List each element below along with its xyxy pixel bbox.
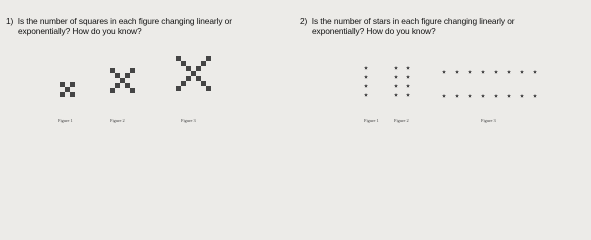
- star-icon: [364, 75, 368, 79]
- square-pattern-figure-3: [176, 56, 212, 92]
- star-pattern-figure-2: [384, 63, 434, 103]
- star-icon: [394, 66, 398, 70]
- problem-1-figure-1-caption: Figure 1: [58, 118, 73, 123]
- star-icon: [406, 66, 410, 70]
- square: [65, 87, 70, 92]
- square: [201, 61, 206, 66]
- square: [186, 66, 191, 71]
- square: [70, 92, 75, 97]
- star-icon: [507, 94, 511, 98]
- problem-1-figure-2-caption: Figure 2: [110, 118, 125, 123]
- square: [125, 73, 130, 78]
- square: [130, 68, 135, 73]
- square: [125, 83, 130, 88]
- square: [60, 92, 65, 97]
- problem-1-figure-3-caption: Figure 3: [181, 118, 196, 123]
- star-icon: [494, 94, 498, 98]
- square: [186, 76, 191, 81]
- square: [196, 66, 201, 71]
- star-icon: [442, 94, 446, 98]
- problem-2-prompt: [300, 16, 514, 36]
- star-icon: [455, 94, 459, 98]
- star-icon: [494, 70, 498, 74]
- square-pattern-figure-2: [110, 68, 136, 94]
- problem-2-figure-1-caption: Figure 1: [364, 118, 379, 123]
- star-icon: [468, 70, 472, 74]
- square: [206, 56, 211, 61]
- problem-2-number: 2): [300, 16, 308, 26]
- square: [181, 61, 186, 66]
- star-icon: [394, 75, 398, 79]
- star-icon: [364, 66, 368, 70]
- star-icon: [406, 93, 410, 97]
- square: [115, 83, 120, 88]
- star-icon: [507, 70, 511, 74]
- square: [110, 68, 115, 73]
- star-icon: [406, 84, 410, 88]
- star-icon: [533, 70, 537, 74]
- star-icon: [442, 70, 446, 74]
- square: [70, 82, 75, 87]
- star-icon: [455, 70, 459, 74]
- star-icon: [468, 94, 472, 98]
- star-icon: [406, 75, 410, 79]
- square: [181, 81, 186, 86]
- square: [115, 73, 120, 78]
- problem-1-prompt: [6, 16, 232, 36]
- problem-2-line-2: exponentially? How do you know?: [312, 26, 436, 36]
- star-icon: [394, 84, 398, 88]
- problem-2-figure-2-caption: Figure 2: [394, 118, 409, 123]
- star-icon: [481, 94, 485, 98]
- square: [130, 88, 135, 93]
- star-pattern-figure-1: [358, 63, 378, 103]
- star-pattern-figure-3: [436, 63, 556, 103]
- star-icon: [364, 84, 368, 88]
- problem-1-line-2: exponentially? How do you know?: [18, 26, 142, 36]
- problem-1-line-1: Is the number of squares in each figure changing linearly or: [17, 16, 232, 26]
- problem-2-line-1: Is the number of stars in each figure changing linearly or: [311, 16, 515, 26]
- square: [110, 88, 115, 93]
- square: [201, 81, 206, 86]
- square: [120, 78, 125, 83]
- square: [206, 86, 211, 91]
- star-icon: [520, 70, 524, 74]
- star-icon: [364, 93, 368, 97]
- square: [176, 86, 181, 91]
- square: [60, 82, 65, 87]
- star-icon: [481, 70, 485, 74]
- problem-2-figure-3-caption: Figure 3: [481, 118, 496, 123]
- problem-1-number: 1): [6, 16, 14, 26]
- square: [196, 76, 201, 81]
- star-icon: [394, 93, 398, 97]
- square: [191, 71, 196, 76]
- star-icon: [520, 94, 524, 98]
- square: [176, 56, 181, 61]
- square-pattern-figure-1: [60, 82, 76, 98]
- star-icon: [533, 94, 537, 98]
